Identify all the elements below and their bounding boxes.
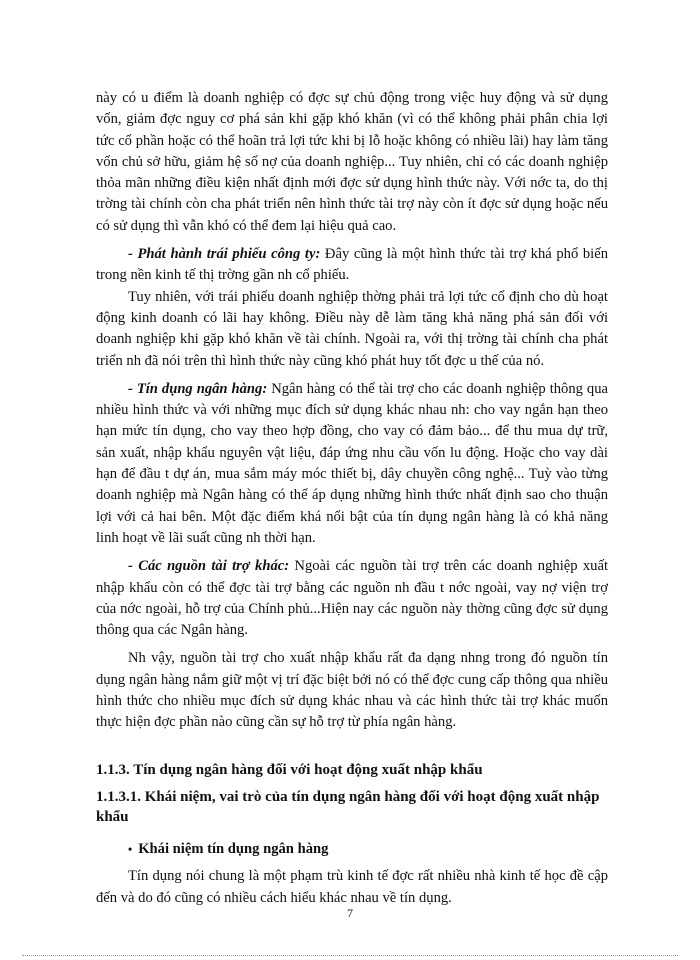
paragraph-other-sources xyxy=(96,556,608,641)
lead-corporate-bonds: - Phát hành trái phiếu công ty: xyxy=(128,246,321,263)
lead-other-sources: - Các nguồn tài trợ khác: xyxy=(128,558,290,575)
heading-1-1-3: 1.1.3. Tín dụng ngân hàng đối với hoạt động xuất nhập khẩu xyxy=(96,761,483,778)
bullet-heading xyxy=(96,839,608,860)
paragraph-corporate-bonds xyxy=(96,244,608,287)
paragraph-equity-advantages: này có u điểm là doanh nghiệp có đợc sự chủ động trong việc huy động và sử dụng vốn, giảm đợc nguy cơ phá sản khi gặp khó khăn (vì có thể không phải phân chia lợi tức cổ phần hoặc có thể hoãn trả lợi tức khi bị lỗ hoặc không có nhiều lãi) hay làm tăng vốn chủ sở hữu, giảm hệ số nợ của doanh nghiệp... Tuy nhiên, chỉ có các doanh nghiệp thỏa mãn những điều kiện nhất định mới đợc sử dụng hình thức này. Với nớc ta, do thị trờng tài chính còn cha phát triển nên hình thức tài trợ này còn ít đợc sử dụng hoặc nếu có sử dụng thì vẫn khó có thể đem lại hiệu quả cao. xyxy=(96,90,608,234)
paragraph-bank-credit xyxy=(96,379,608,549)
page-number: 7 xyxy=(347,906,353,920)
paragraph-credit-definition: Tín dụng nói chung là một phạm trù kinh tế đợc rất nhiều nhà kinh tế học đề cập đến và do đó cũng có nhiều cách hiểu khác nhau về tín dụng. xyxy=(96,868,608,906)
lead-bank-credit: - Tín dụng ngân hàng: xyxy=(128,380,268,397)
text-other-sources: Ngoài các nguồn tài trợ trên các doanh nghiệp xuất nhập khẩu còn có thể đợc tài trợ bằng các nguồn nh đầu t nớc ngoài, vay nợ viện trợ của nớc ngoài, hỗ trợ của Chính phủ...Hiện nay các nguồn này thờng cũng đợc sử dụng thông qua các Ngân hàng. xyxy=(96,558,608,639)
heading-1-1-3-1: 1.1.3.1. Khái niệm, vai trò của tín dụng ngân hàng đối với hoạt động xuất nhập khẩu xyxy=(96,788,600,825)
paragraph-summary: Nh vậy, nguồn tài trợ cho xuất nhập khẩu rất đa dạng nhng trong đó nguồn tín dụng ngân hàng nắm giữ một vị trí đặc biệt bởi nó có thể đợc cung cấp thông qua nhiều hình thức cho nhiều mục đích sử dụng khác nhau và các hình thức tài trợ khác muốn thực hiện đợc phần nào cũng cần sự hỗ trợ từ phía ngân hàng. xyxy=(96,650,608,731)
paragraph-bonds-risk: Tuy nhiên, với trái phiếu doanh nghiệp thờng phải trả lợi tức cố định cho dù hoạt động kinh doanh có lãi hay không. Điều này dễ làm tăng khả năng phá sản đối với doanh nghiệp khi gặp khó khăn về tài chính. Ngoài ra, với thị trờng tài chính cha phát triển nh đã nói trên thì hình thức này cũng khó phát huy tốt đợc u thế của nó. xyxy=(96,288,608,369)
bullet-icon: • xyxy=(128,841,133,856)
page-content xyxy=(96,88,608,909)
bullet-heading-label: Khái niệm tín dụng ngân hàng xyxy=(138,840,329,857)
footer-divider xyxy=(22,955,678,956)
text-corporate-bonds: Đây cũng là một hình thức tài trợ khá phổ biến trong nền kinh tế thị trờng gần nh cổ phiếu. xyxy=(96,246,608,284)
text-bank-credit: Ngân hàng có thể tài trợ cho các doanh nghiệp thông qua nhiều hình thức và với những mục đích sử dụng khác nhau nh: cho vay ngắn hạn theo hạn mức tín dụng, cho vay theo hợp đồng, cho vay có đảm bảo... để thu mua dự trữ, sản xuất, nhập khẩu nguyên vật liệu, đáp ứng nhu cầu vốn lu động. Hoặc cho vay dài hạn để đầu t dự án, mua sắm máy móc thiết bị, dây chuyền công nghệ... Tuỳ vào từng doanh nghiệp mà Ngân hàng có thể áp dụng những hình thức nhất định sao cho thuận lợi với cả hai bên. Một đặc điểm khá nổi bật của tín dụng ngân hàng là có khả năng linh hoạt về lãi suất cũng nh thời hạn. xyxy=(96,380,608,546)
